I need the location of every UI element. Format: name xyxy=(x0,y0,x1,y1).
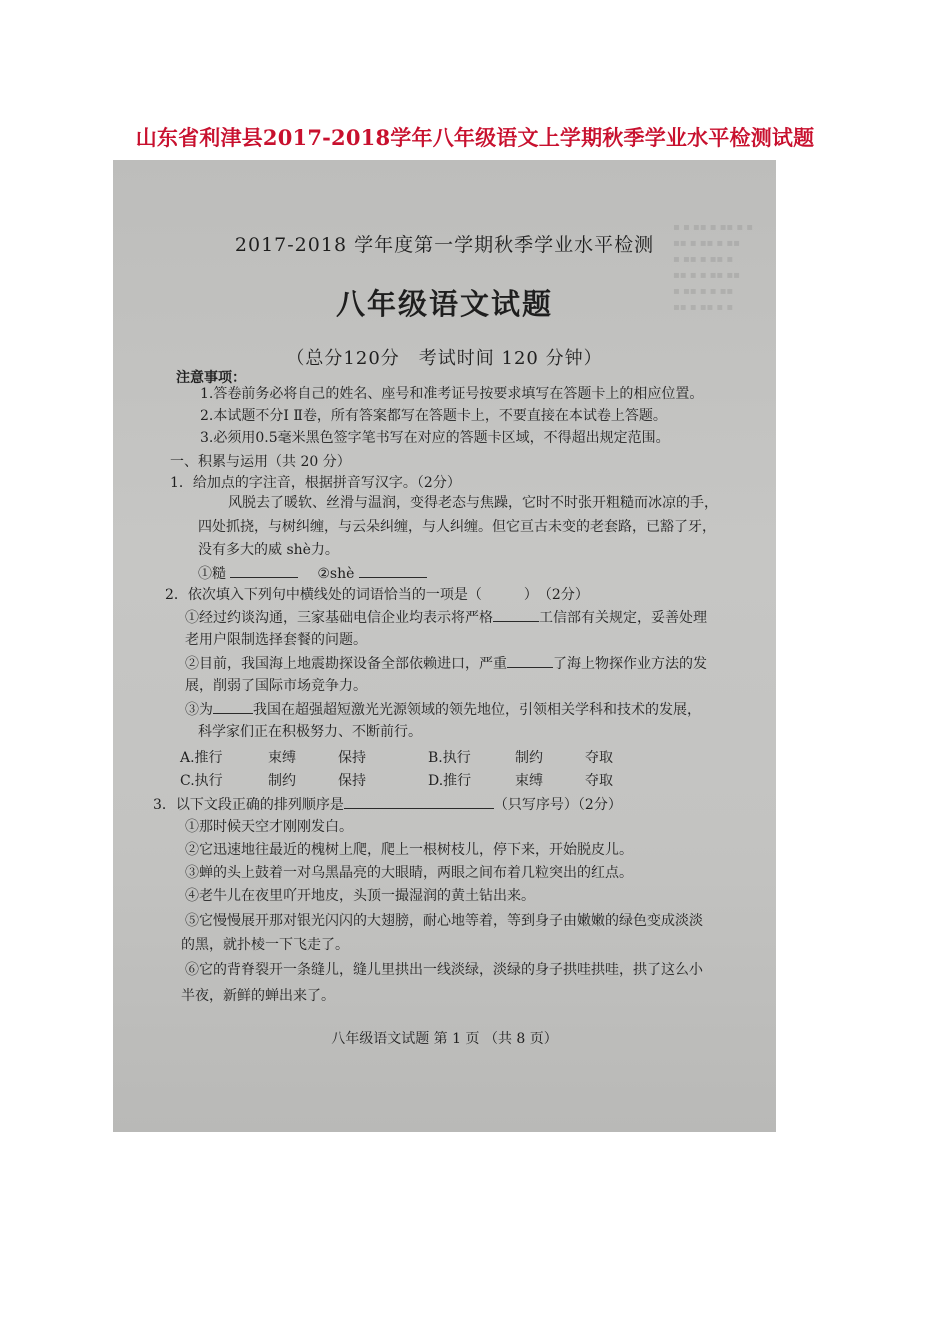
question-2-stem: 2．依次填入下列句中横线处的词语恰当的一项是（ ） （2分） xyxy=(165,587,589,603)
option-c: C.执行 xyxy=(180,773,223,789)
question-3-item: ④老牛儿在夜里吖开地皮，头顶一撮湿润的黄土钻出来。 xyxy=(185,888,535,904)
option-b-word: 制约 xyxy=(515,750,543,766)
question-2-sentence: 科学家们正在积极努力、不断前行。 xyxy=(198,724,422,740)
sentence-text: ②目前，我国海上地震勘探设备全部依赖进口，严重 xyxy=(185,656,507,672)
option-b: B.执行 xyxy=(428,750,471,766)
option-a: A.推行 xyxy=(180,750,223,766)
question-3-item: ③蝉的头上鼓着一对乌黑晶亮的大眼睛，两眼之间布着几粒突出的红点。 xyxy=(185,865,633,881)
stem-text: （只写序号）（2分） xyxy=(493,797,622,813)
question-3-item: ⑤它慢慢展开那对银光闪闪的大翅膀，耐心地等着，等到身子由嫩嫩的绿色变成淡淡 xyxy=(185,913,703,929)
stem-text: 3．以下文段正确的排列顺序是 xyxy=(153,797,344,813)
notes-heading: 注意事项： xyxy=(176,370,246,386)
question-1-passage: 四处抓挠，与树纠缠，与云朵纠缠，与人纠缠。但它亘古未变的老套路，已豁了牙， xyxy=(198,519,716,535)
paper-subtitle: 2017-2018 学年度第一学期秋季学业水平检测 xyxy=(234,234,655,256)
note-item: 2.本试题不分Ⅰ Ⅱ卷，所有答案都写在答题卡上，不要直接在本试卷上答题。 xyxy=(200,408,667,424)
answer-blank xyxy=(230,563,298,578)
question-1-passage: 没有多大的威 shè力。 xyxy=(198,542,339,558)
question-2-sentence xyxy=(185,607,707,628)
sentence-text: 了海上物探作业方法的发 xyxy=(553,656,707,672)
option-a-word: 保持 xyxy=(338,750,366,766)
option-b-word: 夺取 xyxy=(585,750,613,766)
question-3-item: ⑥它的背脊裂开一条缝儿，缝儿里拱出一线淡绿，淡绿的身子拱哇拱哇，拱了这么小 xyxy=(185,962,703,978)
option-c-word: 保持 xyxy=(338,773,366,789)
sentence-text: 我国在超强超短激光光源领域的领先地位，引领相关学科和技术的发展， xyxy=(253,702,701,718)
sentence-text: ③为 xyxy=(185,702,213,718)
score-time-line: （总分120分 考试时间 120 分钟） xyxy=(286,348,603,369)
question-1-stem: 1．给加点的字注音，根据拼音写汉字。（2分） xyxy=(170,475,461,491)
option-d-word: 夺取 xyxy=(585,773,613,789)
option-a-word: 束缚 xyxy=(268,750,296,766)
question-3-stem xyxy=(153,794,622,815)
answer-blank xyxy=(213,699,253,714)
option-c-word: 制约 xyxy=(268,773,296,789)
note-item: 1.答卷前务必将自己的姓名、座号和准考证号按要求填写在答题卡上的相应位置。 xyxy=(200,386,704,402)
question-3-item: 半夜，新鲜的蝉出来了。 xyxy=(181,988,335,1004)
answer-blank xyxy=(507,653,553,668)
question-3-item: ②它迅速地往最近的槐树上爬，爬上一根树枝儿，停下来，开始脱皮儿。 xyxy=(185,842,633,858)
question-3-item: 的黑，就扑棱一下飞走了。 xyxy=(181,937,349,953)
option-d-word: 束缚 xyxy=(515,773,543,789)
answer-blank xyxy=(493,607,539,622)
sentence-text: ①经过约谈沟通，三家基础电信企业均表示将严格 xyxy=(185,610,493,626)
bleed-through-text: ▪ ▪ ▪▪ ▪ ▪▪ ▪ ▪ ▪▪ ▪ ▪▪ ▪ ▪▪ ▪ ▪▪ ▪ ▪▪ ▪ ▪▪ ▪ ▪ ▪▪ ▪▪ ▪ ▪▪ ▪ ▪ ▪▪ ▪▪ ▪ ▪▪ ▪ ▪ xyxy=(673,222,754,313)
blank-1-label: ①糙 xyxy=(198,566,226,582)
page-footer: 八年级语文试题 第 1 页 （共 8 页） xyxy=(331,1031,558,1047)
blank-2-label: ②shè xyxy=(317,566,355,582)
note-item: 3.必须用0.5毫米黑色签字笔书写在对应的答题卡区域，不得超出规定范围。 xyxy=(200,430,670,446)
question-2-sentence xyxy=(185,699,701,720)
question-2-sentence: 展，削弱了国际市场竞争力。 xyxy=(185,678,367,694)
answer-blank xyxy=(359,563,427,578)
paper-title: 八年级语文试题 xyxy=(335,287,553,321)
exam-paper-photo xyxy=(113,160,776,1132)
question-2-sentence xyxy=(185,653,707,674)
document-title: 山东省利津县2017-2018学年八年级语文上学期秋季学业水平检测试题 xyxy=(135,125,815,150)
question-3-item: ①那时候天空才刚刚发白。 xyxy=(185,819,353,835)
question-1-blanks xyxy=(198,563,427,584)
section-heading: 一、积累与运用（共 20 分） xyxy=(170,454,351,470)
sentence-text: 工信部有关规定，妥善处理 xyxy=(539,610,707,626)
option-d: D.推行 xyxy=(428,773,472,789)
question-1-passage: 风脱去了暖软、丝滑与温润，变得老态与焦躁，它时不时张开粗糙而冰凉的手， xyxy=(228,495,718,511)
question-2-sentence: 老用户限制选择套餐的问题。 xyxy=(185,632,367,648)
answer-blank xyxy=(344,794,494,809)
